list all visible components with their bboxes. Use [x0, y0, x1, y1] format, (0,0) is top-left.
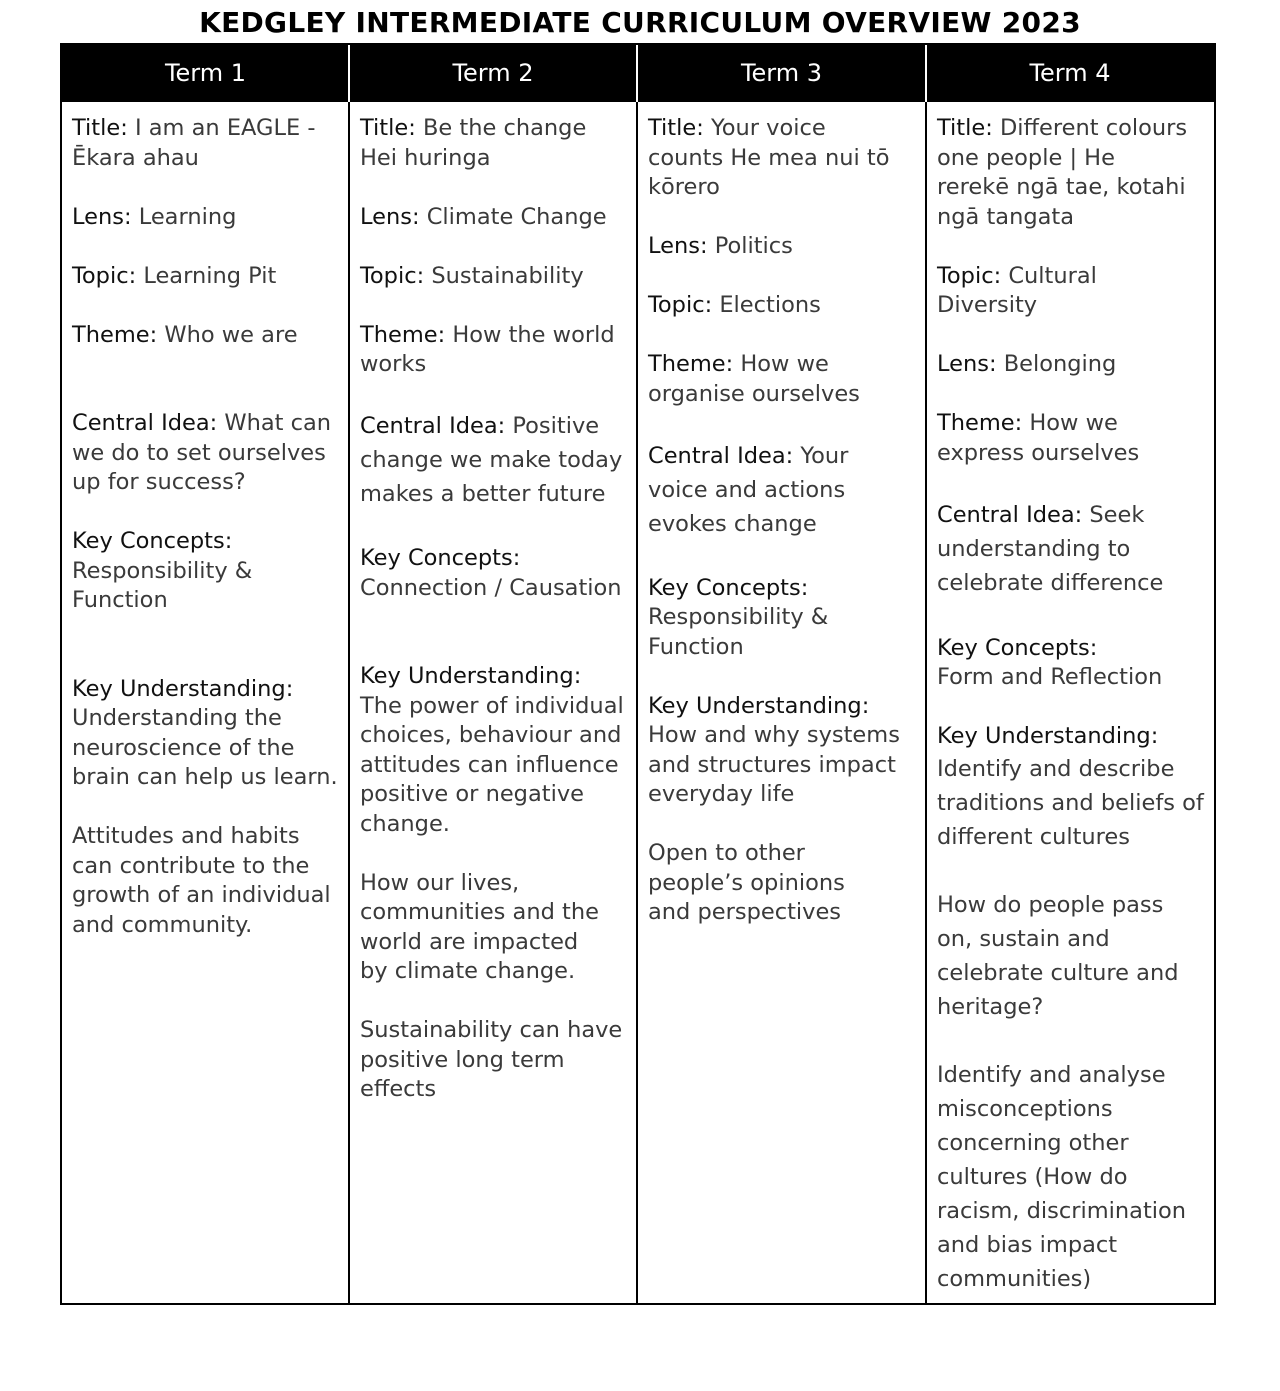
key-understanding-label: Key Understanding: — [360, 663, 582, 689]
term-4-header: Term 4 — [1029, 59, 1111, 87]
key-understanding-label: Key Understanding: — [72, 675, 294, 702]
central-idea-field: Central Idea: Your voice and actions evokes change — [648, 442, 849, 537]
key-understanding-text: How and why systems and structures impact everyday life — [648, 722, 900, 807]
lens-field: Lens: Learning — [72, 203, 237, 230]
term-2-header: Term 2 — [452, 59, 534, 87]
key-understanding-text: Identify and analyse misconceptions concerning other cultures (How do racism, discrimination and bias impact communities) — [937, 1061, 1187, 1292]
term-3-cell — [638, 102, 925, 1303]
key-understanding-text: Open to other people’s opinions and perspectives — [648, 840, 845, 925]
topic-field: Topic: Elections — [648, 292, 821, 318]
key-understanding-text: Sustainability can have positive long term effects — [360, 1017, 623, 1102]
topic-field: Topic: Sustainability — [360, 262, 584, 289]
term-1-cell — [62, 102, 348, 1303]
term-3-header: Term 3 — [740, 59, 823, 87]
title-field: Title: I am an EAGLE - Ēkara ahau — [72, 115, 316, 171]
topic-field: Topic: Learning Pit — [72, 262, 277, 289]
theme-field: Theme: How we organise ourselves — [648, 351, 860, 407]
term-2-cell — [350, 102, 636, 1303]
key-concepts-label: Key Concepts: — [937, 634, 1098, 661]
key-concepts-value: Form and Reflection — [937, 664, 1163, 690]
central-idea-field: Central Idea: What can we do to set ourselves up for success? — [72, 410, 332, 495]
theme-field: Theme: How we express ourselves — [937, 410, 1140, 466]
key-concepts-value: Responsibility & Function — [648, 604, 829, 660]
central-idea-field: Central Idea: Positive change we make today makes a better future — [360, 413, 623, 507]
key-understanding-text: How our lives, communities and the world are impacted by climate change. — [360, 869, 599, 984]
header-divider — [636, 45, 638, 102]
topic-field: Topic: Cultural Diversity — [937, 262, 1097, 318]
key-understanding-label: Key Understanding: — [937, 723, 1159, 749]
key-concepts-value: Connection / Causation — [360, 574, 622, 601]
key-understanding-text: Identify and describe traditions and beliefs of different cultures — [937, 755, 1204, 850]
key-understanding-text: The power of individual choices, behaviour and attitudes can influence positive or negative change. — [360, 692, 624, 837]
document-title: KEDGLEY INTERMEDIATE CURRICULUM OVERVIEW 2023 — [199, 6, 1081, 39]
lens-field: Lens: Climate Change — [360, 203, 607, 230]
term-4-cell — [927, 102, 1214, 1303]
key-concepts-label: Key Concepts: — [360, 545, 521, 571]
theme-field: Theme: How the world works — [360, 321, 615, 377]
key-understanding-text: How do people pass on, sustain and celebrate culture and heritage? — [937, 891, 1179, 1020]
key-concepts-label: Key Concepts: — [72, 528, 233, 554]
lens-field: Lens: Belonging — [937, 351, 1117, 377]
lens-field: Lens: Politics — [648, 233, 793, 259]
header-divider — [348, 45, 350, 102]
header-divider — [925, 45, 927, 102]
key-concepts-value: Responsibility & Function — [72, 557, 253, 613]
key-concepts-label: Key Concepts: — [648, 574, 809, 601]
curriculum-table — [60, 43, 1216, 1305]
title-field: Title: Your voice counts He mea nui tō kōrero — [648, 115, 890, 200]
central-idea-field: Central Idea: Seek understanding to celebrate difference — [937, 501, 1164, 596]
theme-field: Theme: Who we are — [72, 321, 298, 348]
key-understanding-text: Understanding the neuroscience of the brain can help us learn. — [72, 705, 338, 790]
title-field: Title: Different colours one people | He rerekē ngā tae, kotahi ngā tangata — [937, 115, 1188, 230]
key-understanding-text: Attitudes and habits can contribute to the growth of an individual and community. — [72, 823, 331, 938]
key-understanding-label: Key Understanding: — [648, 692, 870, 719]
title-field: Title: Be the change Hei huringa — [360, 115, 587, 171]
term-1-header: Term 1 — [164, 59, 247, 87]
